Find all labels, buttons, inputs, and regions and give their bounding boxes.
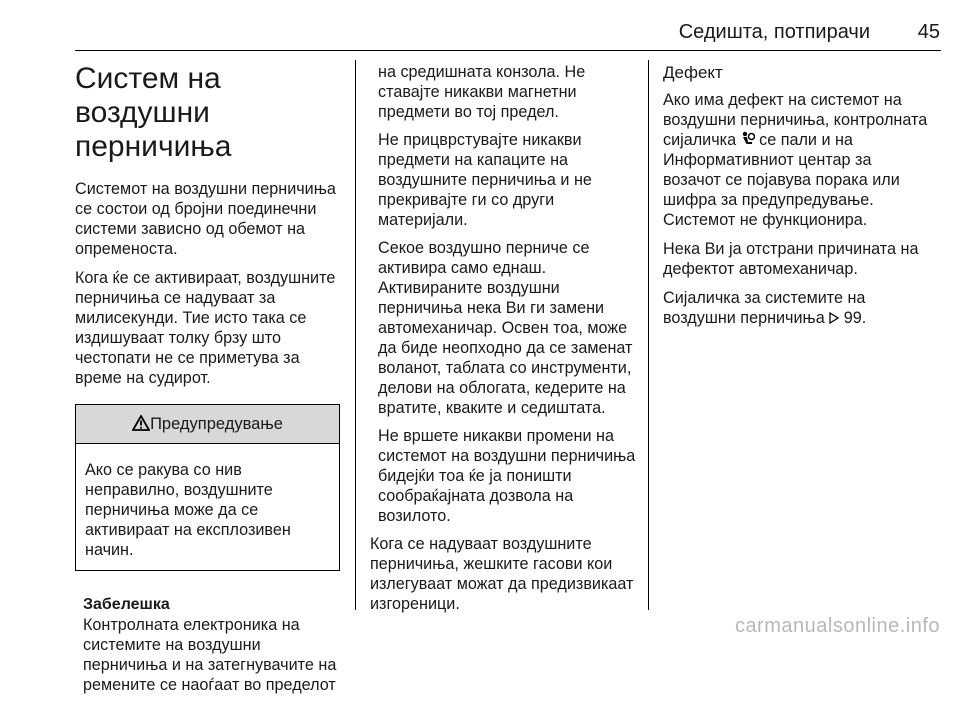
page-reference-arrow-icon xyxy=(829,312,839,324)
warning-box xyxy=(75,404,340,571)
subsection-title: Дефект xyxy=(663,63,723,82)
note-block xyxy=(75,595,340,695)
watermark: carmanualsonline.info xyxy=(734,615,940,637)
airbag-warning-light-icon xyxy=(741,131,755,147)
body-paragraph: Не прицврстувајте никакви предмети на капаците на воздушните перничиња и не прекривајте ги со други материјали. xyxy=(378,131,592,229)
warning-header xyxy=(76,405,339,444)
section-title-line-1: Систем на воздушни xyxy=(75,62,221,129)
warning-triangle-icon xyxy=(132,415,150,431)
warning-text: Ако се ракува со нив неправилно, воздушните перничиња може да се активираат на експлозивен начин. xyxy=(85,461,291,559)
body-paragraph: Не вршете никакви промени на системот на воздушни перничиња бидејќи тоа ќе ја поништи сообраќајната дозвола на возилото. xyxy=(378,427,636,525)
reference-page-link[interactable]: 99. xyxy=(843,309,867,327)
body-paragraph: Нека Ви ја отстрани причината на дефектот автомеханичар. xyxy=(663,240,919,278)
body-paragraph: Кога ќе се активираат, воздушните перничиња се надуваат за милисекунди. Тие исто така се издишуваат толку брзу што честопати не се приметува за време на судирот. xyxy=(75,269,336,387)
column-1 xyxy=(75,62,340,703)
fault-text-start: Ако има дефект на системот на воздушни перничиња, контролната сијаличка xyxy=(663,91,928,149)
body-paragraph: Секое воздушно перниче се активира само еднаш. Активираните воздушни перничиња нека Ви ги замени автомеханичар. Освен тоа, може да биде неопходно да се заменат воланот, таблата со инструменти, делови на облогата, кедерите на вратите, кваките и седиштата. xyxy=(378,239,633,417)
body-paragraph: Кога се надуваат воздушните перничиња, жешките гасови кои излегуваат можат да предизвикаат изгореници. xyxy=(370,535,634,613)
section-title xyxy=(75,62,340,164)
body-paragraph xyxy=(663,90,933,230)
column-divider xyxy=(355,60,356,610)
section-title-line-2: перничиња xyxy=(75,130,232,163)
reference-text: Сијаличка за системите на воздушни перничиња xyxy=(663,289,866,327)
warning-body xyxy=(76,444,339,570)
indented-block xyxy=(370,62,638,526)
page-number: 45 xyxy=(917,21,940,43)
note-text: Контролната електроника на системите на воздушни перничиња и на затегнувачите на ремените се наоѓаат во пределот xyxy=(83,616,337,694)
column-divider xyxy=(648,60,649,610)
column-3 xyxy=(663,62,933,337)
running-header-title: Седишта, потпирачи xyxy=(678,21,870,43)
body-paragraph xyxy=(663,288,933,328)
column-2 xyxy=(370,62,638,623)
fault-text-end: се пали и на Информативниот центар за возачот се појавува порака или шифра за предупредување. Системот не функционира. xyxy=(663,131,900,229)
note-title: Забелешка xyxy=(83,596,170,613)
body-paragraph: Системот на воздушни перничиња се состои од бројни поединечни системи зависно од обемот на опременоста. xyxy=(75,180,336,258)
body-paragraph: на средишната конзола. Не ставајте никакви магнетни предмети во тој предел. xyxy=(378,63,586,121)
header-rule xyxy=(75,50,941,51)
warning-label: Предупредување xyxy=(150,415,283,433)
